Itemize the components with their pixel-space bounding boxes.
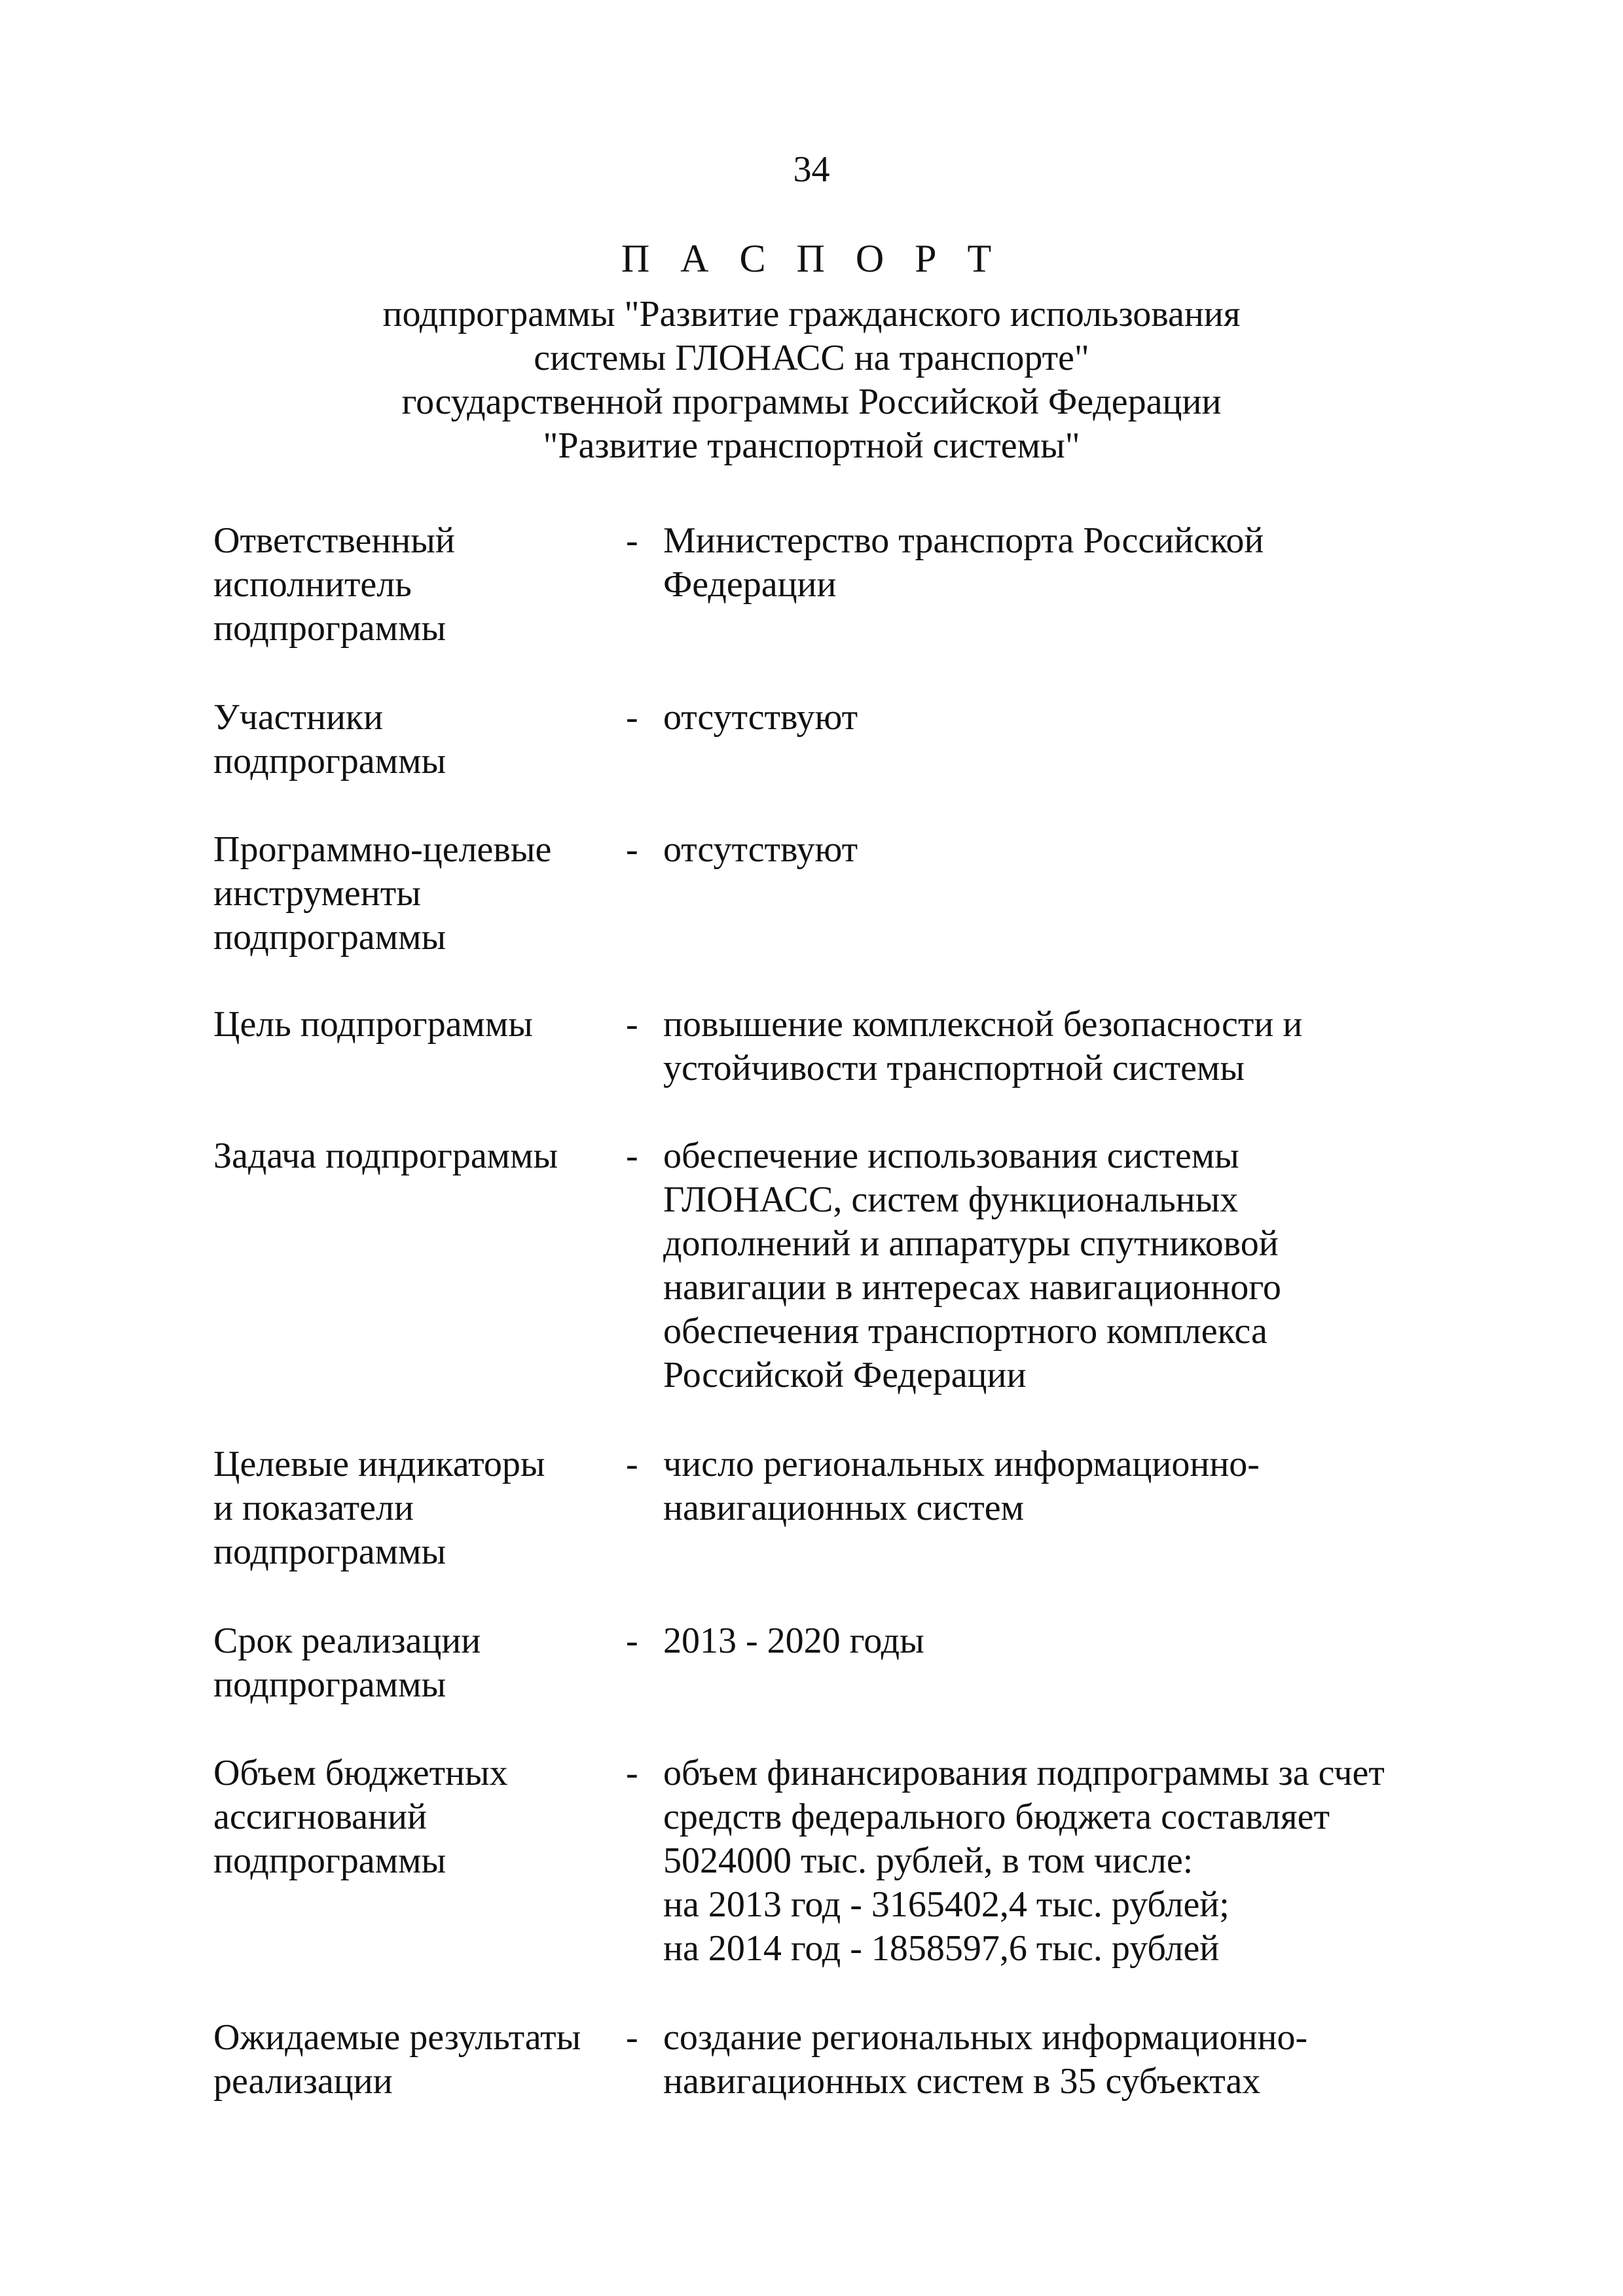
label-line: Цель подпрограммы: [213, 1004, 533, 1045]
label-line: Ответственный: [213, 520, 455, 561]
row-value: [663, 1751, 1449, 1971]
row-label: [213, 1751, 632, 1883]
row-value: [663, 2016, 1449, 2104]
row-dash: -: [626, 1621, 638, 1661]
value-line: дополнений и аппаратуры спутниковой: [663, 1223, 1279, 1264]
label-line: подпрограммы: [213, 1664, 447, 1705]
row-value: [663, 1003, 1449, 1090]
row-label: [213, 1003, 632, 1047]
value-line: 2013 - 2020 годы: [663, 1621, 924, 1661]
label-line: подпрограммы: [213, 608, 447, 649]
subtitle-line: "Развитие транспортной системы": [543, 425, 1080, 466]
value-line: отсутствуют: [663, 829, 858, 870]
row-label: [213, 1134, 632, 1178]
row-label: [213, 2016, 632, 2104]
label-line: подпрограммы: [213, 1840, 447, 1881]
value-line: 5024000 тыс. рублей, в том числе:: [663, 1840, 1194, 1881]
row-dash: -: [626, 829, 638, 870]
value-line: на 2013 год - 3165402,4 тыс. рублей;: [663, 1884, 1230, 1925]
row-dash: -: [626, 1753, 638, 1793]
row-value: [663, 1443, 1449, 1530]
subtitle-line: подпрограммы "Развитие гражданского использования: [382, 294, 1241, 334]
label-line: Срок реализации: [213, 1621, 481, 1661]
value-line: навигационных систем: [663, 1488, 1025, 1528]
label-line: Участники: [213, 697, 384, 738]
value-line: обеспечения транспортного комплекса: [663, 1311, 1267, 1352]
value-line: средств федерального бюджета составляет: [663, 1797, 1330, 1837]
page-title: П А С П О Р Т: [621, 237, 1002, 280]
row-dash: -: [626, 1444, 638, 1484]
label-line: Объем бюджетных: [213, 1753, 508, 1793]
value-line: отсутствуют: [663, 697, 858, 738]
row-value: [663, 696, 1449, 740]
value-line: на 2014 год - 1858597,6 тыс. рублей: [663, 1928, 1220, 1969]
label-line: инструменты: [213, 873, 421, 914]
row-value: [663, 1619, 1449, 1663]
label-line: Задача подпрограммы: [213, 1136, 558, 1176]
value-line: устойчивости транспортной системы: [663, 1048, 1245, 1088]
label-line: Ожидаемые результаты: [213, 2017, 581, 2058]
row-dash: -: [626, 697, 638, 738]
row-value: [663, 828, 1449, 872]
value-line: Российской Федерации: [663, 1355, 1027, 1395]
document-subtitle: [196, 293, 1427, 468]
row-value: [663, 1134, 1449, 1397]
label-line: подпрограммы: [213, 917, 447, 958]
label-line: Целевые индикаторы: [213, 1444, 545, 1484]
row-label: [213, 828, 632, 960]
label-line: исполнитель: [213, 564, 412, 605]
value-line: обеспечение использования системы: [663, 1136, 1239, 1176]
label-line: реализации: [213, 2061, 393, 2102]
value-line: навигационных систем в 35 субъектах: [663, 2061, 1261, 2102]
row-label: [213, 1619, 632, 1707]
subtitle-line: государственной программы Российской Федерации: [401, 382, 1222, 422]
row-label: [213, 696, 632, 783]
label-line: и показатели: [213, 1488, 414, 1528]
page-number: 34: [793, 149, 830, 190]
row-dash: -: [626, 1004, 638, 1045]
row-label: [213, 519, 632, 651]
value-line: Министерство транспорта Российской: [663, 520, 1264, 561]
value-line: Федерации: [663, 564, 837, 605]
row-dash: -: [626, 1136, 638, 1176]
row-value: [663, 519, 1449, 607]
label-line: ассигнований: [213, 1797, 427, 1837]
label-line: Программно-целевые: [213, 829, 552, 870]
subtitle-line: системы ГЛОНАСС на транспорте": [534, 338, 1089, 378]
value-line: повышение комплексной безопасности и: [663, 1004, 1303, 1045]
row-label: [213, 1443, 632, 1574]
value-line: ГЛОНАСС, систем функциональных: [663, 1179, 1239, 1220]
value-line: число региональных информационно-: [663, 1444, 1260, 1484]
label-line: подпрограммы: [213, 741, 447, 781]
row-dash: -: [626, 2017, 638, 2058]
value-line: навигации в интересах навигационного: [663, 1267, 1281, 1308]
row-dash: -: [626, 520, 638, 561]
value-line: объем финансирования подпрограммы за счет: [663, 1753, 1385, 1793]
value-line: создание региональных информационно-: [663, 2017, 1308, 2058]
label-line: подпрограммы: [213, 1532, 447, 1572]
